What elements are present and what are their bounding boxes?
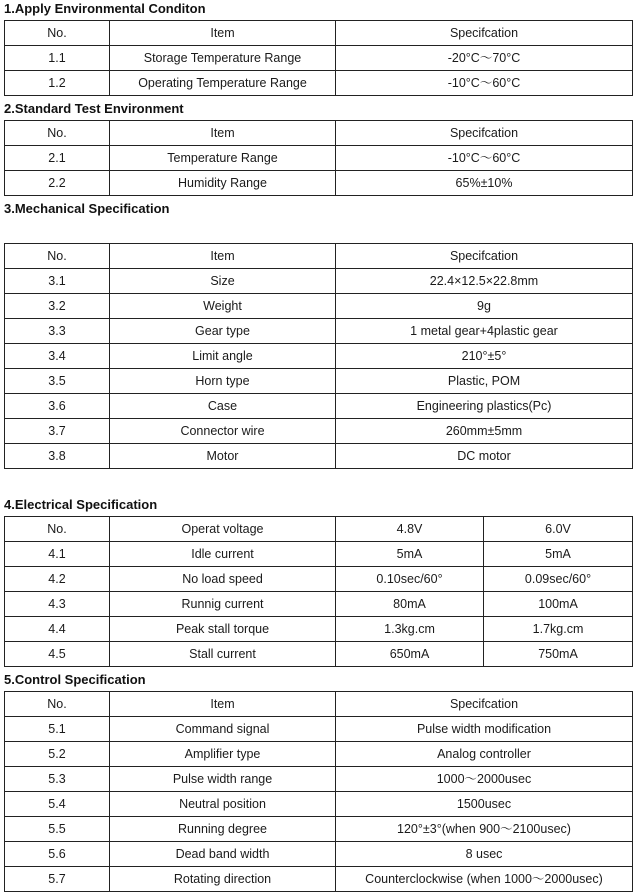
header-spec: Specifcation	[336, 121, 633, 146]
row-spec: Engineering plastics(Pc)	[336, 394, 633, 419]
table-row	[5, 567, 633, 592]
table-row	[5, 146, 633, 171]
row-item: Temperature Range	[110, 146, 336, 171]
row-spec: 9g	[336, 294, 633, 319]
row-no: 3.8	[5, 444, 110, 469]
header-voltage: Operat voltage	[110, 517, 336, 542]
row-spec: 1 metal gear+4plastic gear	[336, 319, 633, 344]
table-header-row	[5, 244, 633, 269]
table-mechanical	[4, 243, 633, 469]
row-spec: Analog controller	[336, 742, 633, 767]
table-test-environment	[4, 120, 633, 196]
table-header-row	[5, 692, 633, 717]
row-no: 2.2	[5, 171, 110, 196]
row-value-high: 750mA	[484, 642, 633, 667]
row-item: Command signal	[110, 717, 336, 742]
row-spec: 120°±3°(when 900～2100usec)	[336, 817, 633, 842]
header-item: Item	[110, 692, 336, 717]
row-no: 4.4	[5, 617, 110, 642]
row-spec: 22.4×12.5×22.8mm	[336, 269, 633, 294]
header-item: Item	[110, 244, 336, 269]
header-no: No.	[5, 121, 110, 146]
row-spec: 8 usec	[336, 842, 633, 867]
table-row	[5, 344, 633, 369]
table-row	[5, 617, 633, 642]
row-value-low: 80mA	[336, 592, 484, 617]
row-item: Weight	[110, 294, 336, 319]
header-spec: Specifcation	[336, 692, 633, 717]
row-value-high: 100mA	[484, 592, 633, 617]
row-item: Humidity Range	[110, 171, 336, 196]
row-item: Operating Temperature Range	[110, 71, 336, 96]
row-item: Peak stall torque	[110, 617, 336, 642]
table-row	[5, 46, 633, 71]
table-row	[5, 444, 633, 469]
row-item: Runnig current	[110, 592, 336, 617]
row-value-low: 650mA	[336, 642, 484, 667]
row-item: Case	[110, 394, 336, 419]
row-no: 3.7	[5, 419, 110, 444]
row-spec: Pulse width modification	[336, 717, 633, 742]
row-item: Idle current	[110, 542, 336, 567]
row-no: 5.3	[5, 767, 110, 792]
header-voltage-high: 6.0V	[484, 517, 633, 542]
table-row	[5, 592, 633, 617]
row-spec: Plastic, POM	[336, 369, 633, 394]
header-no: No.	[5, 692, 110, 717]
row-item: Storage Temperature Range	[110, 46, 336, 71]
table-row	[5, 369, 633, 394]
header-item: Item	[110, 21, 336, 46]
row-value-low: 0.10sec/60°	[336, 567, 484, 592]
section-title-test-environment: 2.Standard Test Environment	[4, 101, 184, 116]
row-value-low: 5mA	[336, 542, 484, 567]
row-spec: DC motor	[336, 444, 633, 469]
row-item: Pulse width range	[110, 767, 336, 792]
row-no: 4.5	[5, 642, 110, 667]
header-no: No.	[5, 244, 110, 269]
row-no: 5.2	[5, 742, 110, 767]
table-row	[5, 742, 633, 767]
header-no: No.	[5, 21, 110, 46]
table-row	[5, 394, 633, 419]
header-spec: Specifcation	[336, 21, 633, 46]
header-no: No.	[5, 517, 110, 542]
row-value-low: 1.3kg.cm	[336, 617, 484, 642]
row-spec: -10°C～60°C	[336, 146, 633, 171]
row-spec: 1000～2000usec	[336, 767, 633, 792]
section-title-control: 5.Control Specification	[4, 672, 146, 687]
table-row	[5, 269, 633, 294]
row-value-high: 1.7kg.cm	[484, 617, 633, 642]
header-spec: Specifcation	[336, 244, 633, 269]
table-row	[5, 171, 633, 196]
row-spec: 260mm±5mm	[336, 419, 633, 444]
row-no: 2.1	[5, 146, 110, 171]
row-item: Gear type	[110, 319, 336, 344]
row-no: 5.1	[5, 717, 110, 742]
table-environmental	[4, 20, 633, 96]
header-item: Item	[110, 121, 336, 146]
row-item: No load speed	[110, 567, 336, 592]
row-no: 1.2	[5, 71, 110, 96]
row-no: 5.7	[5, 867, 110, 892]
row-item: Dead band width	[110, 842, 336, 867]
table-row	[5, 294, 633, 319]
row-no: 3.6	[5, 394, 110, 419]
header-voltage-low: 4.8V	[336, 517, 484, 542]
row-spec: -10°C～60°C	[336, 71, 633, 96]
table-row	[5, 542, 633, 567]
row-spec: 210°±5°	[336, 344, 633, 369]
table-header-row	[5, 21, 633, 46]
row-no: 4.2	[5, 567, 110, 592]
table-row	[5, 71, 633, 96]
row-no: 5.4	[5, 792, 110, 817]
row-value-high: 5mA	[484, 542, 633, 567]
row-no: 3.5	[5, 369, 110, 394]
table-header-row	[5, 121, 633, 146]
row-value-high: 0.09sec/60°	[484, 567, 633, 592]
section-title-mechanical: 3.Mechanical Specification	[4, 201, 170, 216]
row-item: Rotating direction	[110, 867, 336, 892]
row-no: 3.1	[5, 269, 110, 294]
row-item: Neutral position	[110, 792, 336, 817]
table-control	[4, 691, 633, 892]
row-spec: 65%±10%	[336, 171, 633, 196]
row-spec: Counterclockwise (when 1000～2000usec)	[336, 867, 633, 892]
row-item: Motor	[110, 444, 336, 469]
table-row	[5, 817, 633, 842]
row-spec: 1500usec	[336, 792, 633, 817]
table-row	[5, 867, 633, 892]
table-row	[5, 767, 633, 792]
row-no: 4.3	[5, 592, 110, 617]
table-electrical	[4, 516, 633, 667]
table-row	[5, 419, 633, 444]
row-item: Horn type	[110, 369, 336, 394]
row-no: 1.1	[5, 46, 110, 71]
row-item: Stall current	[110, 642, 336, 667]
row-item: Limit angle	[110, 344, 336, 369]
table-row	[5, 642, 633, 667]
row-no: 5.6	[5, 842, 110, 867]
row-no: 5.5	[5, 817, 110, 842]
section-title-environmental: 1.Apply Environmental Conditon	[4, 1, 206, 16]
row-item: Amplifier type	[110, 742, 336, 767]
row-no: 3.2	[5, 294, 110, 319]
table-row	[5, 319, 633, 344]
row-item: Connector wire	[110, 419, 336, 444]
table-row	[5, 717, 633, 742]
table-row	[5, 842, 633, 867]
row-item: Size	[110, 269, 336, 294]
row-no: 4.1	[5, 542, 110, 567]
row-item: Running degree	[110, 817, 336, 842]
table-row	[5, 792, 633, 817]
row-no: 3.4	[5, 344, 110, 369]
section-title-electrical: 4.Electrical Specification	[4, 497, 158, 512]
row-no: 3.3	[5, 319, 110, 344]
table-header-row	[5, 517, 633, 542]
row-spec: -20°C～70°C	[336, 46, 633, 71]
